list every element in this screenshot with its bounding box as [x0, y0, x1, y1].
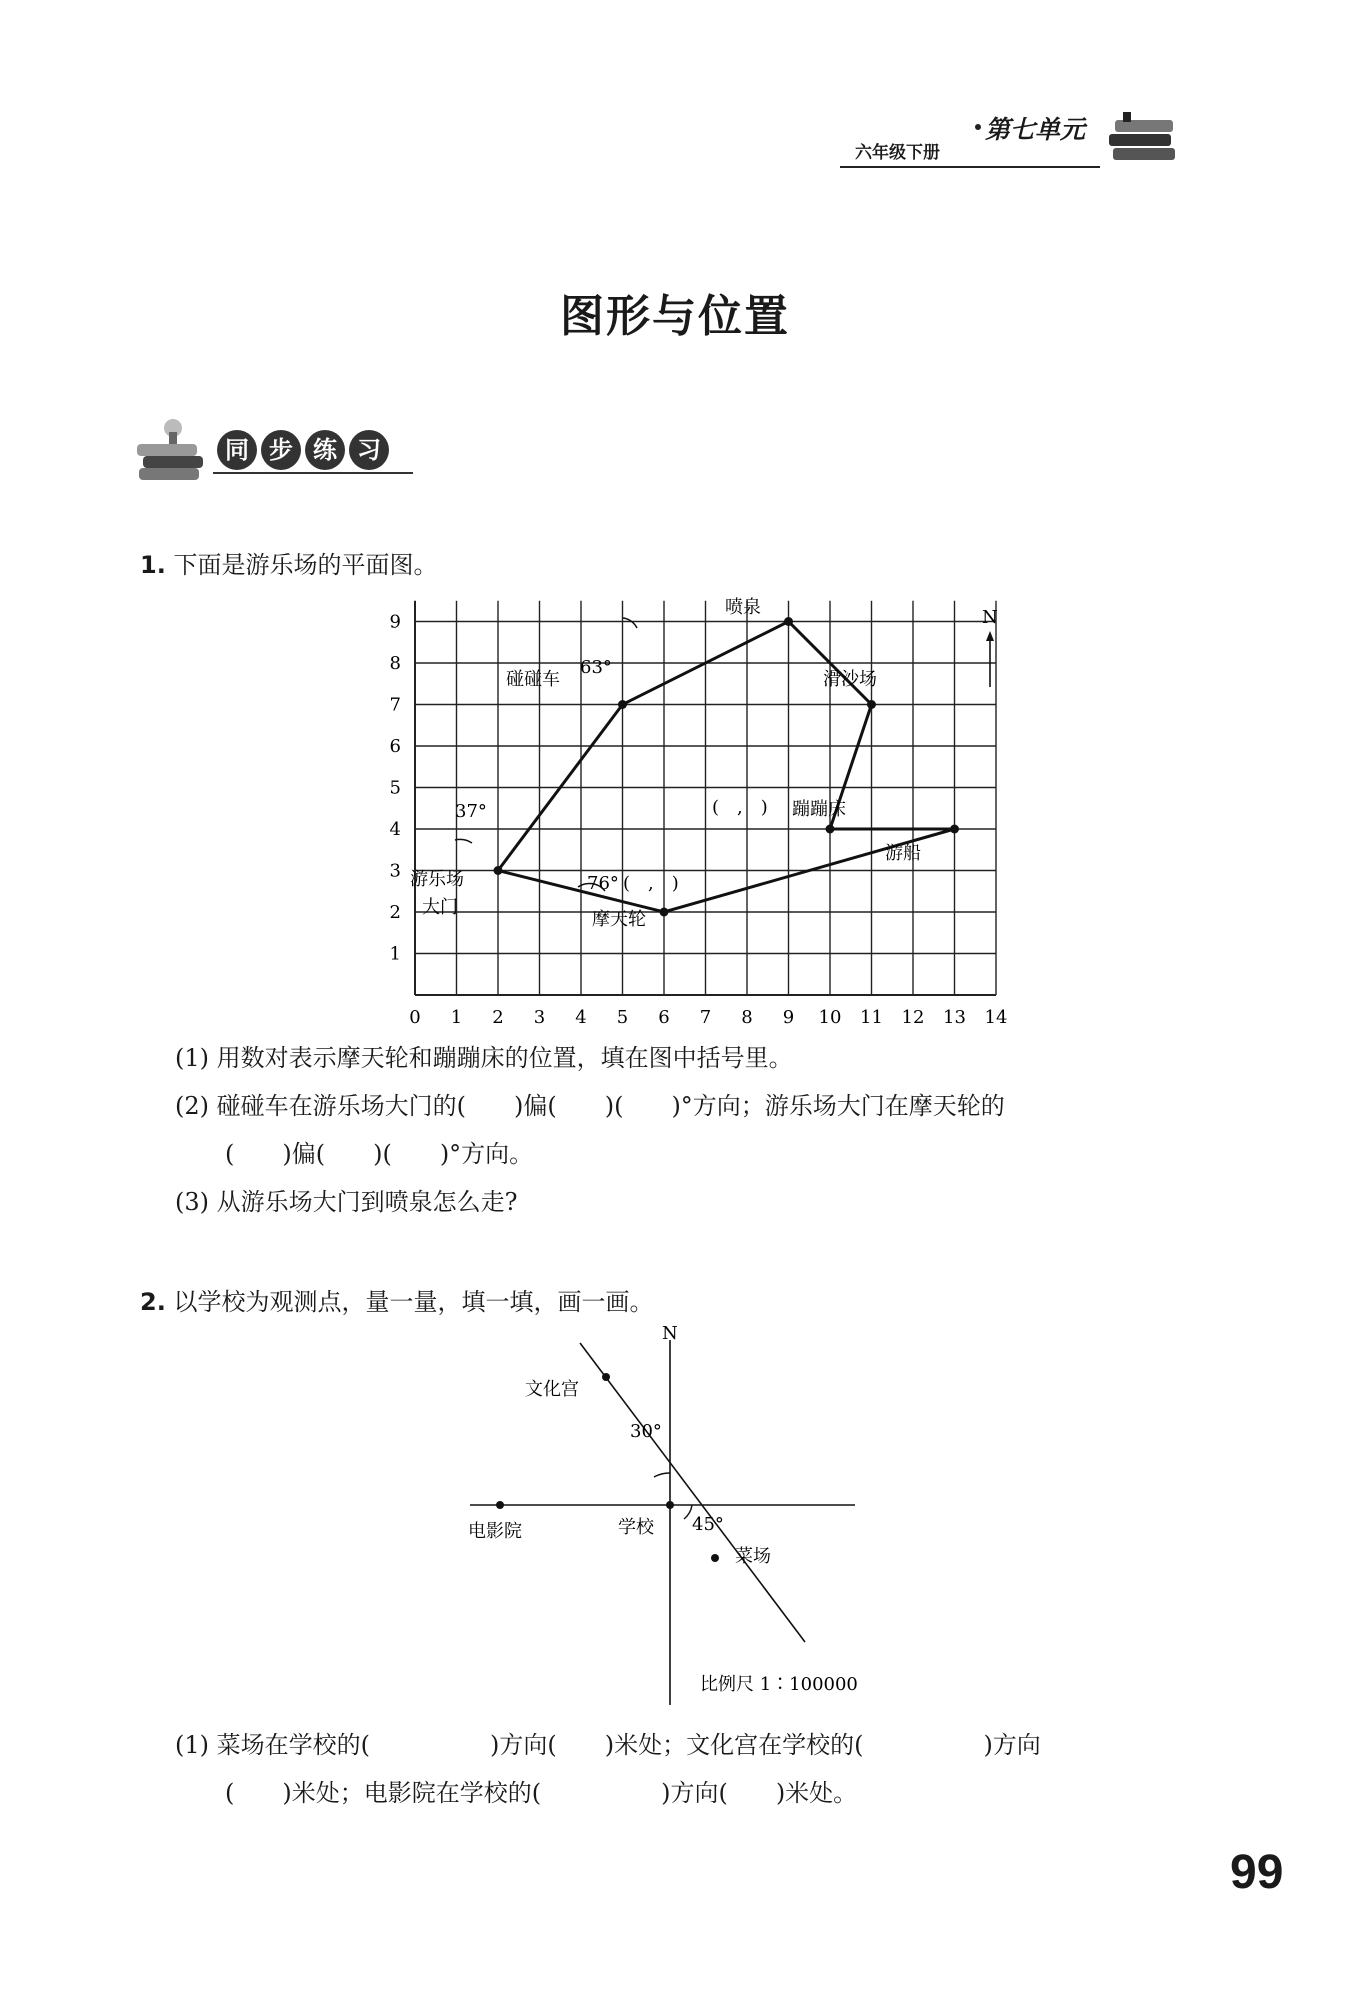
grid — [415, 601, 996, 995]
place-label: 学校 — [618, 1517, 654, 1538]
place-label: 蹦蹦床 — [792, 799, 846, 820]
x-tick-label: 6 — [658, 1007, 670, 1028]
sub-question-2: (2) 碰碰车在游乐场大门的( )偏( )( )°方向；游乐场大门在摩天轮的 — [175, 1092, 1005, 1120]
place-point — [618, 700, 627, 709]
place-point — [494, 866, 503, 875]
question-number: 2. — [140, 1288, 166, 1316]
north-arrow-head — [986, 631, 994, 641]
question-1 — [140, 545, 437, 580]
place-label: 喷泉 — [725, 597, 761, 618]
x-tick-label: 9 — [782, 1007, 795, 1028]
sub-question-3: (3) 从游乐场大门到喷泉怎么走? — [175, 1188, 518, 1216]
place-label: 摩天轮 — [592, 909, 646, 930]
place-label: 游船 — [885, 843, 921, 864]
place-point — [950, 825, 959, 834]
y-tick-label: 5 — [389, 777, 401, 799]
y-tick-label: 7 — [389, 694, 401, 716]
place-point — [660, 908, 669, 917]
place-markers — [494, 617, 960, 917]
x-tick-label: 10 — [818, 1007, 842, 1028]
north-label: N — [662, 1325, 678, 1344]
x-tick-label: 3 — [533, 1007, 546, 1028]
direction-line — [580, 1343, 805, 1642]
x-tick-label: 13 — [943, 1007, 966, 1028]
school-direction-diagram — [460, 1325, 900, 1705]
angle-label: 76° — [587, 873, 619, 894]
question-2 — [140, 1282, 653, 1317]
school-point — [666, 1501, 674, 1509]
y-tick-label: 4 — [389, 819, 401, 840]
x-tick-label: 11 — [860, 1007, 883, 1028]
amusement-park-map — [360, 595, 1020, 1030]
place-point — [784, 617, 793, 626]
angle-arc-63 — [623, 618, 637, 628]
header-dot — [975, 124, 981, 130]
x-tick-label: 5 — [616, 1007, 629, 1028]
scale-label: 比例尺 1∶100000 — [700, 1674, 858, 1695]
y-tick-label: 3 — [389, 860, 401, 882]
x-tick-label: 7 — [699, 1007, 712, 1028]
place-label: 大门 — [422, 897, 458, 918]
angle-label: 63° — [580, 657, 612, 678]
section-badge — [135, 410, 415, 490]
place-label: 滑沙场 — [823, 669, 877, 690]
x-tick-label: 12 — [901, 1007, 925, 1028]
page-number: 99 — [1230, 1846, 1284, 1899]
angle-arc-45 — [684, 1505, 692, 1519]
q2-sub-question-1-cont: ( )米处；电影院在学校的( )方向( )米处。 — [225, 1779, 858, 1807]
answer-blank: ( , ) — [712, 797, 768, 818]
q2-sub-question-1: (1) 菜场在学校的( )方向( )米处；文化宫在学校的( )方向 — [175, 1731, 1041, 1759]
x-tick-label: 2 — [492, 1007, 504, 1028]
y-tick-label: 1 — [389, 943, 401, 965]
y-tick-label: 9 — [389, 611, 401, 633]
north-label: N — [982, 607, 998, 628]
page-title: 图形与位置 — [560, 291, 790, 342]
x-tick-label: 0 — [409, 1007, 421, 1028]
angle-arc-30 — [654, 1473, 670, 1477]
angle-label: 37° — [455, 801, 487, 822]
header-divider — [840, 166, 1100, 168]
angle-label: 30° — [630, 1421, 662, 1442]
x-tick-label: 8 — [741, 1007, 753, 1028]
answer-blank: ( , ) — [623, 873, 679, 894]
sub-question-2-cont: ( )偏( )( )°方向。 — [225, 1140, 534, 1168]
unit-label: 第七单元 — [985, 115, 1086, 144]
x-tick-label: 4 — [575, 1007, 587, 1028]
grade-label: 六年级下册 — [855, 143, 940, 163]
place-point — [826, 825, 835, 834]
place-label: 电影院 — [468, 1521, 522, 1542]
book-stack-icon — [1105, 108, 1185, 178]
caichang-point — [711, 1554, 719, 1562]
dianyingyuan-point — [496, 1501, 504, 1509]
badge-char: 练 — [305, 430, 345, 470]
place-point — [867, 700, 876, 709]
badge-char: 习 — [349, 430, 389, 470]
place-label: 文化宫 — [525, 1379, 579, 1400]
question-number: 1. — [140, 551, 166, 579]
y-tick-label: 2 — [389, 902, 401, 923]
badge-underline — [213, 472, 413, 474]
angle-arc-37 — [455, 839, 472, 843]
sub-question-1: (1) 用数对表示摩天轮和蹦蹦床的位置，填在图中括号里。 — [175, 1044, 793, 1072]
question-text: 下面是游乐场的平面图。 — [173, 551, 438, 579]
route-path — [498, 622, 955, 913]
angle-label: 45° — [692, 1514, 724, 1535]
wenhuagong-point — [602, 1373, 610, 1381]
place-label: 菜场 — [735, 1546, 771, 1567]
book-stack-icon — [135, 410, 215, 490]
y-tick-label: 6 — [389, 736, 401, 757]
y-tick-label: 8 — [389, 653, 401, 674]
x-tick-label: 14 — [984, 1007, 1008, 1028]
badge-char: 同 — [217, 430, 257, 470]
x-tick-label: 1 — [450, 1007, 463, 1028]
place-label: 游乐场 — [410, 869, 464, 890]
place-label: 碰碰车 — [506, 669, 560, 690]
badge-char: 步 — [261, 430, 301, 470]
question-text: 以学校为观测点，量一量，填一填，画一画。 — [173, 1288, 654, 1316]
